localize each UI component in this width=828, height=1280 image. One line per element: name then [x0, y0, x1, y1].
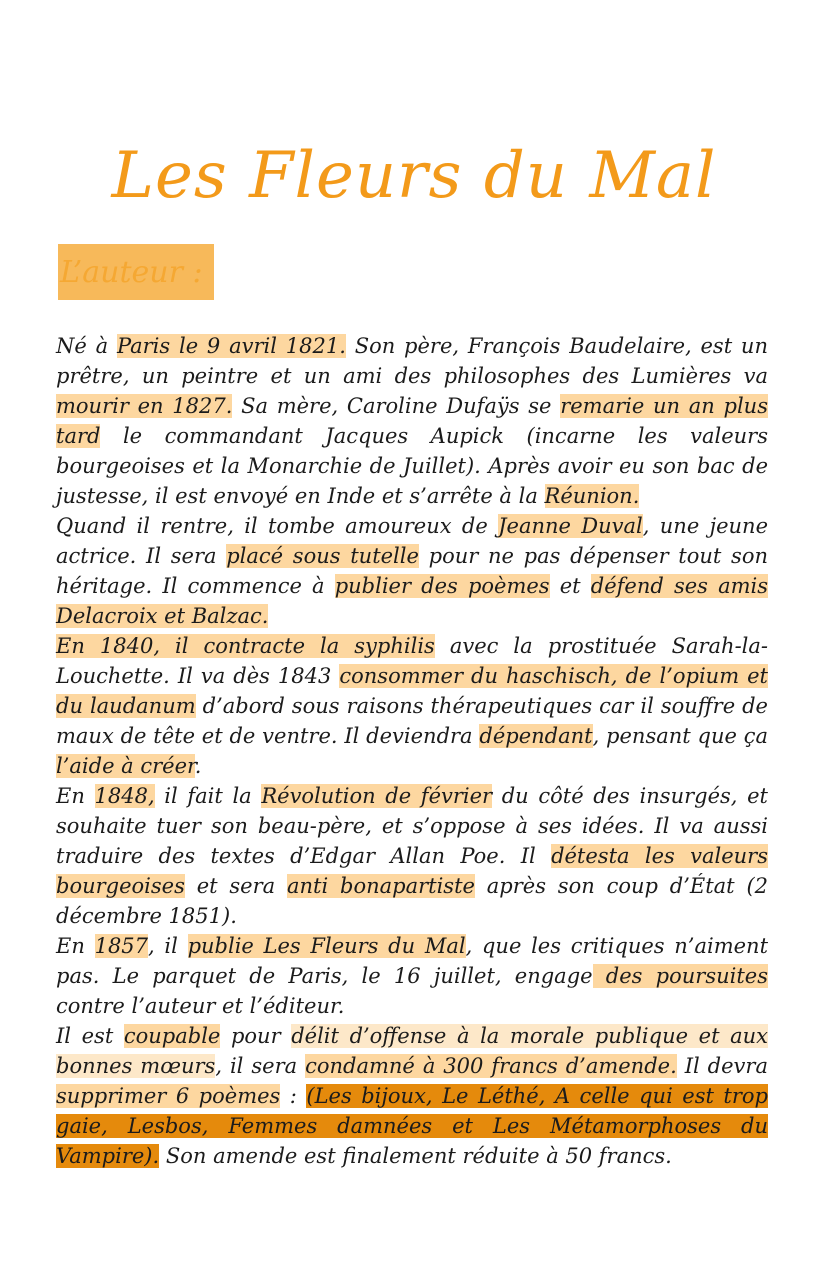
- text-segment: et: [549, 574, 591, 598]
- text-segment: après son coup d’État (2 décembre 1851).: [56, 874, 768, 928]
- section-subtitle: L’auteur :: [60, 254, 203, 290]
- text-segment: et sera: [184, 874, 287, 898]
- text-segment: du côté des insurgés, et souhaite tuer son beau-père, et s’oppose à ses idées. Il va aussi traduire des textes d’Edgar Allan Poe. Il: [56, 784, 768, 868]
- highlighted-text: 1857: [94, 934, 149, 958]
- text-segment: , pensant que ça: [592, 724, 768, 748]
- text-segment: , une jeune actrice. Il sera: [56, 514, 769, 568]
- paragraph: [56, 1021, 768, 1171]
- subtitle-highlight: [58, 244, 214, 300]
- paragraph: [56, 781, 768, 931]
- text-segment: :: [280, 1084, 307, 1108]
- text-segment: Quand il rentre, il tombe amoureux de: [56, 514, 499, 538]
- text-segment: pour ne pas dépenser tout son héritage. Il commence à: [56, 544, 769, 598]
- highlighted-text: coupable: [123, 1024, 221, 1048]
- highlighted-text: publier des poèmes: [334, 574, 550, 598]
- text-segment: En: [56, 934, 95, 958]
- highlighted-text: Révolution de février: [261, 784, 493, 808]
- text-segment: .: [194, 754, 202, 778]
- text-segment: contre l’auteur et l’éditeur.: [56, 994, 345, 1018]
- page-title: Les Fleurs du Mal: [111, 139, 717, 213]
- highlighted-text: l’aide à créer: [56, 754, 195, 778]
- paragraph: [56, 931, 768, 1021]
- text-segment: Son amende est finalement réduite à 50 francs.: [159, 1144, 672, 1168]
- text-segment: , il: [148, 934, 188, 958]
- highlighted-text: Réunion.: [544, 484, 640, 508]
- highlighted-text: publie Les Fleurs du Mal: [187, 934, 466, 958]
- highlighted-text: remarie un an plus tard: [56, 394, 768, 448]
- highlighted-text: défend ses amis Delacroix et Balzac.: [56, 574, 769, 628]
- highlighted-text: placé sous tutelle: [226, 544, 419, 568]
- body-text: [56, 331, 768, 1171]
- highlighted-text: Paris le 9 avril 1821.: [116, 334, 346, 358]
- highlighted-text: délit d’offense à la morale publique et aux bonnes mœurs: [56, 1024, 768, 1078]
- text-segment: pour: [220, 1024, 292, 1048]
- text-segment: Né à: [56, 334, 117, 358]
- highlighted-text: consommer du haschisch, de l’opium et du laudanum: [56, 664, 768, 718]
- text-segment: Son père, François Baudelaire, est un prêtre, un peintre et un ami des philosophes des Lumières va: [56, 334, 768, 388]
- paragraph: [56, 511, 768, 631]
- highlighted-text: condamné à 300 francs d’amende.: [305, 1054, 677, 1078]
- text-segment: Sa mère, Caroline Dufaÿs se: [232, 394, 561, 418]
- highlighted-text: détesta les valeurs bourgeoises: [56, 844, 768, 898]
- text-segment: il fait la: [154, 784, 262, 808]
- text-segment: Il est: [56, 1024, 124, 1048]
- text-segment: le commandant Jacques Aupick (incarne les valeurs bourgeoises et la Monarchie de Juillet). Après avoir eu son bac de justesse, il est envoyé en Inde et s’arrête à la: [56, 424, 768, 508]
- highlighted-text: anti bonapartiste: [286, 874, 475, 898]
- paragraph: [56, 631, 768, 781]
- highlighted-text: En 1840, il contracte la syphilis: [56, 634, 435, 658]
- paragraph: [56, 331, 768, 511]
- text-segment: Il devra: [676, 1054, 768, 1078]
- text-segment: d’abord sous raisons thérapeutiques car il souffre de maux de tête et de ventre. Il deviendra: [56, 694, 768, 748]
- highlighted-text: mourir en 1827.: [56, 394, 233, 418]
- text-segment: , il sera: [215, 1054, 306, 1078]
- highlighted-text: (Les bijoux, Le Léthé, A celle qui est trop gaie, Lesbos, Femmes damnées et Les Métamorphoses du Vampire).: [56, 1084, 768, 1168]
- highlighted-text: supprimer 6 poèmes: [56, 1084, 281, 1108]
- text-segment: En: [56, 784, 95, 808]
- highlighted-text: des poursuites: [592, 964, 768, 988]
- highlighted-text: 1848,: [94, 784, 155, 808]
- highlighted-text: dépendant: [479, 724, 593, 748]
- text-segment: avec la prostituée Sarah-la-Louchette. Il va dès 1843: [56, 634, 768, 688]
- highlighted-text: Jeanne Duval: [498, 514, 643, 538]
- text-segment: , que les critiques n’aiment pas. Le parquet de Paris, le 16 juillet, engage: [56, 934, 769, 988]
